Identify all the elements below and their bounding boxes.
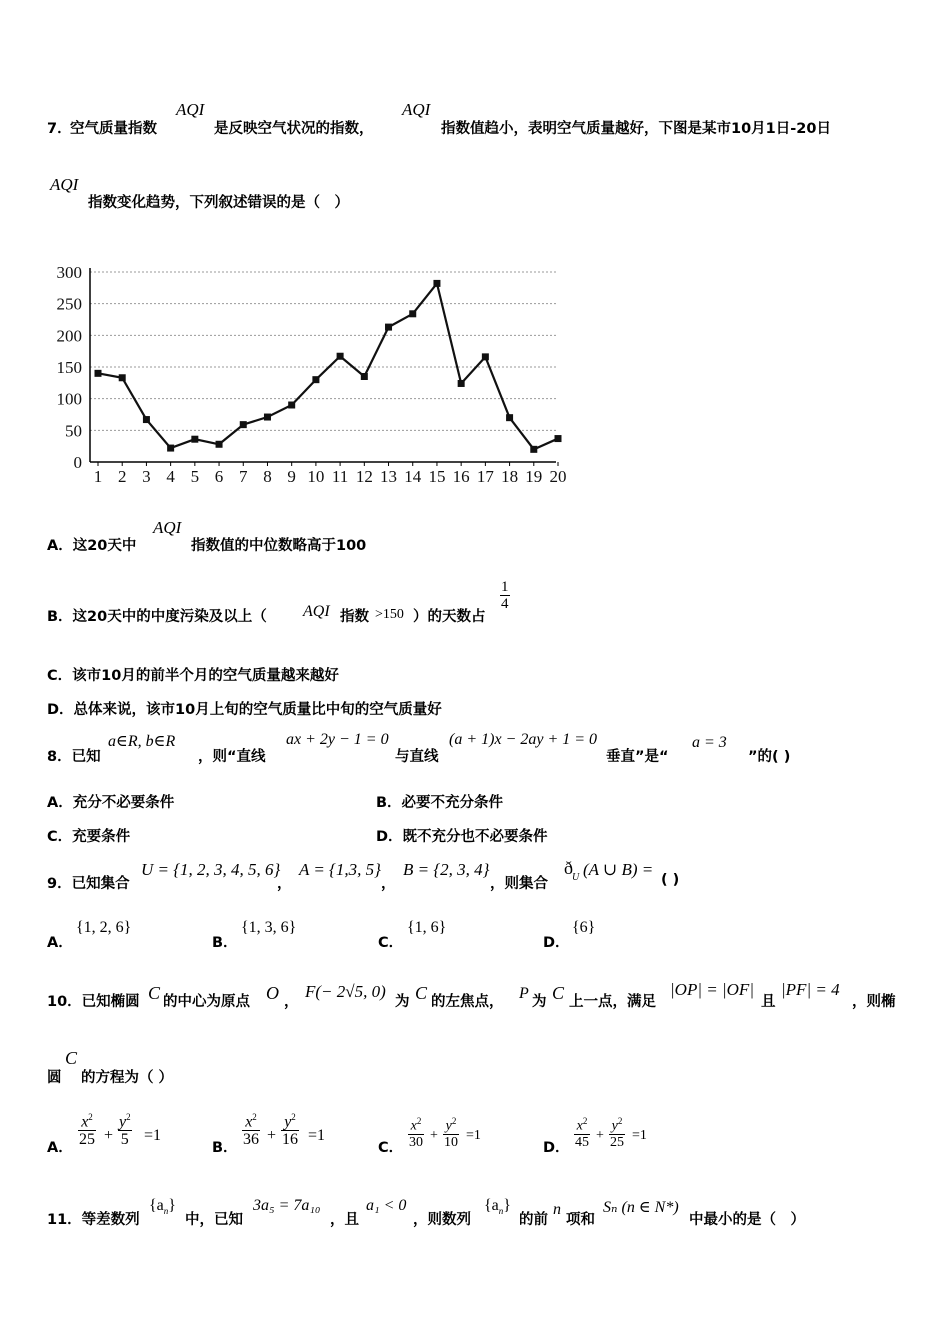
q9-option-d: {6} [572, 919, 596, 936]
q11-sequence-2 [484, 1197, 511, 1216]
data-point [288, 402, 295, 409]
q9-text-1: ，则集合 [490, 876, 548, 892]
y-variable: y [611, 1118, 618, 1134]
exponent: 2 [451, 1116, 457, 1126]
seq-close: } [503, 1197, 511, 1214]
q10-text-6: 上一点，满足 [569, 994, 656, 1010]
y-tick-label: 200 [56, 326, 82, 346]
x-tick-label: 9 [287, 467, 296, 482]
q10-condition-1: |OP| = |OF| [670, 980, 754, 999]
x-tick-label: 16 [452, 467, 470, 482]
q10-text-2: ， [284, 994, 299, 1010]
data-point [361, 373, 368, 380]
q8-option-c: C．充要条件 [47, 829, 131, 845]
q11-text-3: ，则数列 [413, 1212, 471, 1228]
q11-text-5: 项和 [566, 1212, 595, 1228]
q9-sep-1: ， [277, 876, 292, 892]
denominator: 45 [575, 1134, 589, 1150]
q10-option-b-frac-2 [281, 1113, 299, 1148]
data-point [191, 436, 198, 443]
q7-option-b-tail: ）的天数占 [413, 609, 486, 625]
x-tick-label: 5 [190, 467, 200, 482]
q9-option-c-label: C． [378, 935, 404, 951]
q7-option-b-mid: 指数 [340, 609, 369, 625]
q8-text-4: ”的( ) [748, 749, 791, 765]
y-variable: y [445, 1118, 452, 1134]
data-point [216, 441, 223, 448]
q8-condition-2: a = 3 [692, 734, 727, 751]
q10-option-c-label: C． [378, 1140, 404, 1156]
q8-text-2: 与直线 [395, 749, 439, 765]
x-variable: x [81, 1113, 89, 1131]
exponent: 2 [126, 1112, 131, 1122]
q9-option-a: {1, 2, 6} [76, 919, 132, 936]
y-tick-label: 50 [65, 421, 82, 441]
x-variable: x [245, 1113, 253, 1131]
data-point [482, 353, 489, 360]
exponent: 2 [416, 1116, 422, 1126]
q7-option-a-label: A．这20天中 [47, 538, 137, 554]
q9-set-u: U = {1, 2, 3, 4, 5, 6} [141, 860, 281, 879]
exponent: 2 [582, 1116, 588, 1126]
q9-set-b: B = {2, 3, 4} [403, 860, 490, 879]
q10-c-1: C [148, 983, 161, 1003]
plus-sign: + [267, 1127, 277, 1144]
y-tick-label: 300 [56, 263, 82, 282]
y-tick-label: 100 [56, 389, 82, 409]
exponent: 2 [617, 1116, 623, 1126]
q10-p: P [519, 985, 529, 1002]
q11-text-2: ，且 [330, 1212, 359, 1228]
q7-text-4: 指数变化趋势，下列叙述错误的是（ ） [88, 195, 349, 211]
q7-aqi-3: AQI [50, 175, 79, 194]
y-tick-label: 250 [56, 294, 82, 314]
x-tick-label: 19 [525, 467, 543, 482]
q8-text-1: ，则“直线 [198, 749, 266, 765]
y-variable: y [284, 1113, 292, 1131]
denominator: 5 [118, 1130, 132, 1148]
q9-option-c: {1, 6} [407, 919, 447, 936]
q10-focus: F(− 2√5, 0) [305, 982, 386, 1001]
x-tick-label: 3 [142, 467, 151, 482]
data-point [530, 446, 537, 453]
data-point [240, 421, 247, 428]
aqi-series-line [98, 283, 558, 449]
q10-number: 10．已知椭圆 [47, 994, 140, 1010]
equals-one: =1 [144, 1127, 162, 1144]
q8-option-a: A．充分不必要条件 [47, 795, 175, 811]
data-point [95, 370, 102, 377]
q11-text-1: 中，已知 [185, 1212, 243, 1228]
q7-option-b-label: B．这20天中的中度污染及以上（ [47, 609, 267, 625]
q7-text-1: 空气质量指数 [70, 121, 157, 137]
data-point [433, 280, 440, 287]
q10-option-a-label: A． [47, 1140, 73, 1156]
denominator: 25 [79, 1131, 95, 1149]
q11-condition: a₁ < 0 [366, 1197, 407, 1214]
q7-aqi-2: AQI [402, 100, 431, 119]
y-tick-label: 0 [73, 453, 82, 472]
y-variable: y [119, 1113, 127, 1131]
seq-sub: n [163, 1206, 169, 1217]
q10-text-5: 为 [532, 994, 547, 1010]
q7-text-3: 指数值趋小，表明空气质量越好，下图是某市10月1日-20日 [441, 121, 831, 137]
seq-sub: n [498, 1206, 504, 1217]
x-variable: x [576, 1118, 583, 1134]
q10-option-b-label: B． [212, 1140, 238, 1156]
data-point [167, 445, 174, 452]
q11-sn: Sₙ (n ∈ N*) [603, 1199, 679, 1216]
q10-text-9: 圆 [47, 1070, 62, 1086]
x-tick-label: 1 [93, 467, 103, 482]
q9-option-b: {1, 3, 6} [241, 919, 297, 936]
q7-option-b-fraction [500, 580, 510, 612]
q10-text-7: 且 [761, 994, 776, 1010]
q8-condition: a∈R, b∈R [108, 733, 176, 750]
equals-one: =1 [632, 1128, 647, 1143]
q9-option-b-label: B． [212, 935, 238, 951]
q11-text-4: 的前 [519, 1212, 548, 1228]
q9-complement-symbol: ð [564, 858, 573, 878]
x-tick-label: 2 [117, 467, 127, 482]
q7-number: 7． [47, 121, 72, 137]
x-variable: x [410, 1118, 417, 1134]
q9-expression: (A ∪ B) = [583, 860, 654, 879]
data-point [506, 414, 513, 421]
q8-number: 8．已知 [47, 749, 101, 765]
x-tick-label: 8 [263, 467, 272, 482]
q7-option-d: D．总体来说，该市10月上旬的空气质量比中旬的空气质量好 [47, 702, 442, 718]
fraction-denominator: 4 [501, 596, 509, 612]
q9-option-d-label: D． [543, 935, 570, 951]
q9-set-a: A = {1,3, 5} [299, 860, 381, 879]
exponent: 2 [252, 1112, 257, 1122]
q10-o: O [266, 983, 279, 1003]
data-point [264, 414, 271, 421]
data-point [119, 374, 126, 381]
x-tick-label: 14 [404, 467, 422, 482]
q7-option-b-cond: >150 [375, 607, 404, 622]
data-point [312, 376, 319, 383]
q8-option-d: D．既不充分也不必要条件 [376, 829, 548, 845]
seq-open: {a [149, 1197, 164, 1214]
x-tick-label: 12 [355, 467, 373, 482]
x-tick-label: 18 [501, 467, 519, 482]
q8-line-2: (a + 1)x − 2ay + 1 = 0 [449, 731, 598, 748]
q8-text-3: 垂直”是“ [606, 749, 669, 765]
q8-option-b: B．必要不充分条件 [376, 795, 504, 811]
x-tick-label: 20 [549, 467, 567, 482]
exponent: 2 [88, 1112, 93, 1122]
y-tick-label: 150 [56, 358, 82, 377]
data-point [337, 353, 344, 360]
q10-option-c-frac-1 [408, 1117, 424, 1150]
x-tick-label: 13 [380, 467, 398, 482]
seq-open: {a [484, 1197, 499, 1214]
equals-one: =1 [466, 1128, 481, 1143]
x-tick-label: 4 [166, 467, 175, 482]
x-tick-label: 17 [476, 467, 494, 482]
q10-text-4: 的左焦点， [431, 994, 504, 1010]
q10-c-2: C [415, 983, 428, 1003]
q8-line-1: ax + 2y − 1 = 0 [286, 731, 389, 748]
seq-close: } [168, 1197, 176, 1214]
x-tick-label: 11 [331, 467, 349, 482]
q10-option-a-frac-2 [118, 1113, 132, 1148]
plus-sign: + [596, 1128, 604, 1143]
denominator: 10 [444, 1134, 458, 1150]
data-point [555, 435, 562, 442]
plus-sign: + [430, 1128, 438, 1143]
q7-option-a-aqi: AQI [153, 518, 182, 537]
q10-condition-2: |PF| = 4 [781, 980, 840, 999]
q10-text-8: ，则椭 [852, 994, 896, 1010]
q10-option-d-frac-2 [609, 1117, 625, 1150]
q10-text-10: 的方程为（ ） [81, 1070, 174, 1086]
q9-number: 9．已知集合 [47, 876, 130, 892]
q11-sequence-1 [149, 1197, 176, 1216]
q10-option-b-frac-1 [242, 1113, 260, 1148]
q9-complement-sub: U [572, 872, 580, 883]
q7-aqi-1: AQI [176, 100, 205, 119]
denominator: 16 [282, 1131, 298, 1149]
q10-c-4: C [65, 1048, 78, 1068]
q10-text-3: 为 [395, 994, 410, 1010]
data-point [409, 310, 416, 317]
q7-option-a-text: 指数值的中位数略高于100 [191, 538, 367, 554]
q9-sep-2: ， [381, 876, 396, 892]
plus-sign: + [104, 1127, 114, 1144]
q9-option-a-label: A． [47, 935, 73, 951]
q10-c-3: C [552, 983, 565, 1003]
denominator: 30 [409, 1134, 423, 1150]
q11-n: n [553, 1201, 561, 1218]
q7-text-2: 是反映空气状况的指数， [214, 121, 374, 137]
equals-one: =1 [308, 1127, 326, 1144]
q7-option-b-aqi: AQI [303, 603, 330, 620]
data-point [143, 416, 150, 423]
denominator: 25 [610, 1134, 624, 1150]
data-point [458, 380, 465, 387]
fraction-numerator: 1 [501, 579, 509, 595]
q10-option-d-frac-1 [574, 1117, 590, 1150]
q10-option-d-label: D． [543, 1140, 570, 1156]
x-tick-label: 7 [239, 467, 248, 482]
q10-text-1: 的中心为原点 [163, 994, 250, 1010]
q9-text-2: ( ) [661, 872, 680, 888]
q10-option-c-frac-2 [443, 1117, 459, 1150]
q11-equation: 3a₅ = 7a₁₀ [253, 1197, 321, 1214]
q11-number: 11．等差数列 [47, 1212, 140, 1228]
x-tick-label: 15 [428, 467, 446, 482]
aqi-line-chart [50, 262, 570, 482]
x-tick-label: 6 [214, 467, 224, 482]
data-point [385, 324, 392, 331]
q11-text-6: 中最小的是（ ） [689, 1212, 805, 1228]
q10-option-a-frac-1 [78, 1113, 96, 1148]
exponent: 2 [291, 1112, 296, 1122]
x-tick-label: 10 [307, 467, 325, 482]
q7-option-c: C．该市10月的前半个月的空气质量越来越好 [47, 668, 339, 684]
denominator: 36 [243, 1131, 259, 1149]
